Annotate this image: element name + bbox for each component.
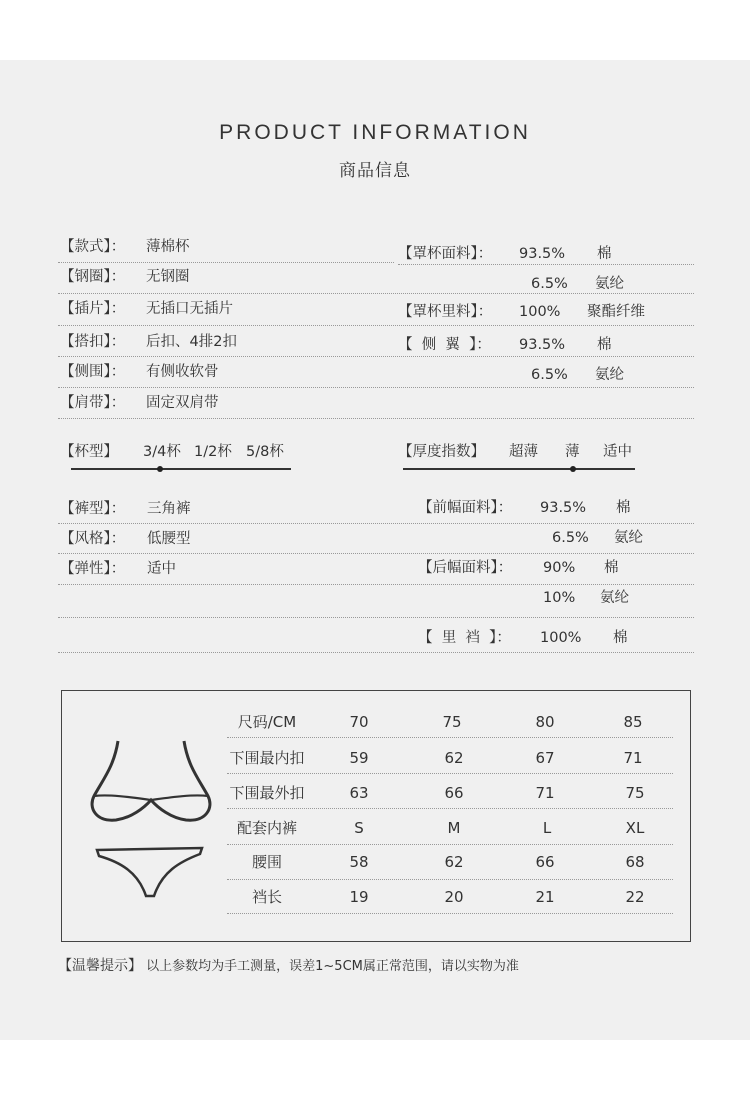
spec-value: 后扣、4排2扣 <box>146 334 237 350</box>
thickness-scale <box>403 468 635 470</box>
size-row-label: 下围最内扣 <box>229 749 305 767</box>
size-cell: M <box>447 819 461 837</box>
spec-label: 【弹性】： <box>60 561 126 577</box>
size-cell: 68 <box>625 853 645 871</box>
fabric-material: 氨纶 <box>600 590 629 606</box>
size-cell: 66 <box>535 853 555 871</box>
fabric-percent: 93.5% <box>540 500 587 516</box>
divider <box>58 293 694 294</box>
size-cell: 62 <box>444 749 464 767</box>
divider <box>227 913 673 914</box>
fabric-material: 棉 <box>604 560 619 576</box>
size-cell: S <box>354 819 364 837</box>
size-cell: 58 <box>349 853 369 871</box>
fabric-percent: 93.5% <box>519 246 566 262</box>
fabric-material: 棉 <box>616 500 631 516</box>
care-note <box>58 955 519 975</box>
page-title-zh: 商品信息 <box>339 161 411 181</box>
size-cell: 67 <box>535 749 555 767</box>
spec-label: 【肩带】： <box>60 395 126 411</box>
spec-label: 【款式】： <box>60 239 126 255</box>
cup-type-marker <box>157 466 163 472</box>
size-cell: 59 <box>349 749 369 767</box>
spec-value: 有侧收软骨 <box>146 364 219 380</box>
divider <box>58 356 694 357</box>
divider <box>58 387 694 388</box>
size-cell: 19 <box>349 888 369 906</box>
divider <box>58 325 694 326</box>
spec-value: 适中 <box>147 561 176 577</box>
spec-label: 【裤型】： <box>60 501 126 517</box>
spec-value: 无钢圈 <box>146 269 190 285</box>
divider <box>58 523 694 524</box>
size-cell: 22 <box>625 888 645 906</box>
cup-type-option: 5/8杯 <box>246 444 284 460</box>
fabric-material: 棉 <box>613 630 628 646</box>
spec-label: 【侧围】： <box>60 364 126 380</box>
fabric-material: 棉 <box>597 337 612 353</box>
divider <box>227 737 673 738</box>
thickness-option: 薄 <box>565 444 580 460</box>
fabric-label: 【 侧 翼 】： <box>398 337 491 353</box>
fabric-percent: 6.5% <box>552 530 589 546</box>
size-cell: 71 <box>623 749 643 767</box>
bra-outline-icon <box>86 736 216 831</box>
fabric-percent: 100% <box>540 630 582 646</box>
size-cell: 62 <box>444 853 464 871</box>
size-row-label: 裆长 <box>251 888 282 906</box>
size-cell: XL <box>625 819 645 837</box>
thickness-marker <box>570 466 576 472</box>
size-cell: 71 <box>535 784 555 802</box>
fabric-material: 聚酯纤维 <box>587 304 645 320</box>
size-cell: 80 <box>535 713 555 731</box>
divider <box>58 584 694 585</box>
care-note-text: 以上参数均为手工测量，误差1~5CM属正常范围，请以实物为准 <box>146 959 519 974</box>
thickness-option: 适中 <box>603 444 632 460</box>
fabric-percent: 93.5% <box>519 337 566 353</box>
spec-value: 无插口无插片 <box>146 301 233 317</box>
spec-value: 薄棉杯 <box>146 239 190 255</box>
divider <box>227 808 673 809</box>
spec-label: 【钢圈】： <box>60 269 126 285</box>
divider <box>227 844 673 845</box>
size-cell: 63 <box>349 784 369 802</box>
size-row-label: 配套内裤 <box>236 819 297 837</box>
fabric-label: 【罩杯里料】： <box>398 304 493 320</box>
spec-value: 固定双肩带 <box>146 395 219 411</box>
spec-value: 低腰型 <box>147 531 191 547</box>
fabric-material: 氨纶 <box>595 367 624 383</box>
size-cell: L <box>542 819 552 837</box>
page-title-en: PRODUCT INFORMATION <box>219 121 531 144</box>
fabric-percent: 10% <box>543 590 576 606</box>
cup-type-scale <box>71 468 291 470</box>
divider <box>227 773 673 774</box>
size-cell: 75 <box>442 713 462 731</box>
divider <box>58 617 694 618</box>
size-cell: 66 <box>444 784 464 802</box>
size-row-label: 尺码/CM <box>237 713 297 731</box>
fabric-material: 氨纶 <box>614 530 643 546</box>
care-note-label: 【温馨提示】 <box>58 958 142 974</box>
fabric-percent: 90% <box>543 560 576 576</box>
cup-type-option: 1/2杯 <box>194 444 232 460</box>
divider <box>58 262 394 263</box>
cup-type-option: 3/4杯 <box>143 444 181 460</box>
size-cell: 70 <box>349 713 369 731</box>
spec-value: 三角裤 <box>147 501 191 517</box>
fabric-material: 棉 <box>597 246 612 262</box>
divider <box>58 652 694 653</box>
divider <box>227 879 673 880</box>
fabric-material: 氨纶 <box>595 276 624 292</box>
size-cell: 20 <box>444 888 464 906</box>
fabric-percent: 6.5% <box>531 276 568 292</box>
size-cell: 21 <box>535 888 555 906</box>
size-row-label: 腰围 <box>251 853 282 871</box>
divider <box>58 418 694 419</box>
spec-label: 【风格】： <box>60 531 126 547</box>
fabric-label: 【 里 裆 】： <box>418 630 511 646</box>
size-cell: 85 <box>623 713 643 731</box>
divider <box>58 553 694 554</box>
thickness-label: 【厚度指数】 <box>398 444 485 460</box>
fabric-percent: 100% <box>519 304 561 320</box>
fabric-label: 【后幅面料】： <box>418 560 513 576</box>
fabric-label: 【罩杯面料】： <box>398 246 493 262</box>
panty-outline-icon <box>94 840 206 902</box>
divider <box>398 264 694 265</box>
size-row-label: 下围最外扣 <box>229 784 305 802</box>
fabric-percent: 6.5% <box>531 367 568 383</box>
fabric-label: 【前幅面料】： <box>418 500 513 516</box>
spec-label: 【搭扣】： <box>60 334 126 350</box>
thickness-option: 超薄 <box>509 444 538 460</box>
size-cell: 75 <box>625 784 645 802</box>
spec-label: 【插片】： <box>60 301 126 317</box>
cup-type-label: 【杯型】 <box>60 444 118 460</box>
